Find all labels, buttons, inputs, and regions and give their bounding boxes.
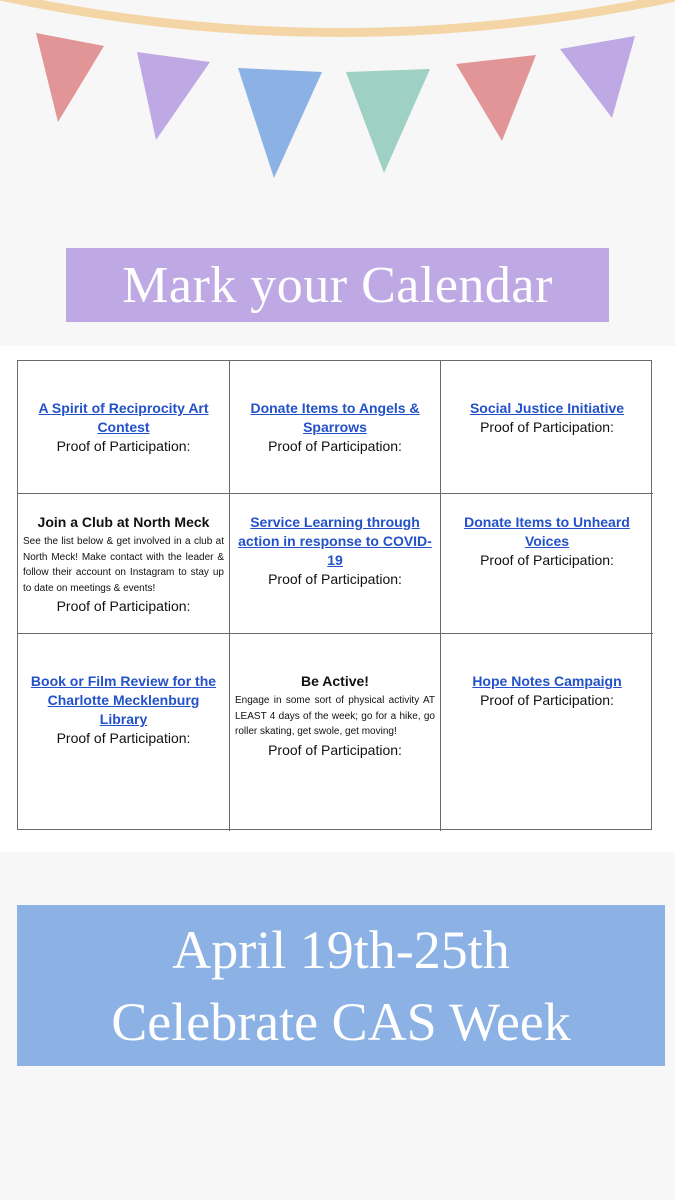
activity-link-angels-sparrows[interactable]: Donate Items to Angels & Sparrows bbox=[250, 400, 420, 435]
pennant-2 bbox=[137, 52, 210, 140]
activity-link-book-film-review[interactable]: Book or Film Review for the Charlotte Mecklenburg Library bbox=[30, 673, 217, 727]
pennant-6 bbox=[560, 36, 635, 118]
activity-link-hope-notes[interactable]: Hope Notes Campaign bbox=[472, 673, 622, 689]
proof-label: Proof of Participation: bbox=[56, 730, 191, 746]
mark-your-calendar-banner bbox=[66, 248, 609, 322]
proof-label: Proof of Participation: bbox=[56, 438, 191, 454]
bunting-string bbox=[0, 0, 675, 33]
cas-week-dates: April 19th-25th bbox=[172, 919, 510, 980]
proof-label: Proof of Participation: bbox=[480, 552, 614, 568]
activity-cell-service-learning bbox=[230, 494, 441, 634]
proof-label: Proof of Participation: bbox=[268, 438, 402, 454]
proof-label: Proof of Participation: bbox=[56, 598, 191, 614]
activity-cell-angels-sparrows bbox=[230, 361, 441, 494]
activity-link-unheard-voices[interactable]: Donate Items to Unheard Voices bbox=[464, 514, 630, 549]
pennant-1 bbox=[36, 33, 104, 122]
activity-description-be-active: Engage in some sort of physical activity AT LEAST 4 days of the week; go for a hike, go roller skating, get swole, get moving! bbox=[235, 695, 435, 737]
activity-description-join-club: See the list below & get involved in a club at North Meck! Make contact with the leader & follow their account on Instagram to stay up to date on meetings & events! bbox=[23, 536, 224, 594]
activity-cell-book-film-review bbox=[18, 634, 230, 831]
activity-heading-join-club: Join a Club at North Meck bbox=[37, 514, 210, 530]
banner-title: Mark your Calendar bbox=[122, 256, 553, 314]
activity-cell-be-active bbox=[230, 634, 441, 831]
pennant-5 bbox=[456, 55, 536, 141]
activity-link-art-contest[interactable]: A Spirit of Reciprocity Art Contest bbox=[38, 400, 209, 435]
pennant-4 bbox=[346, 69, 430, 173]
cas-week-title: Celebrate CAS Week bbox=[111, 991, 571, 1052]
proof-label: Proof of Participation: bbox=[480, 419, 614, 435]
activity-cell-hope-notes bbox=[441, 634, 653, 831]
activity-heading-be-active: Be Active! bbox=[301, 673, 369, 689]
proof-label: Proof of Participation: bbox=[480, 692, 614, 708]
activity-link-service-learning[interactable]: Service Learning through action in response to COVID-19 bbox=[238, 514, 432, 568]
proof-label: Proof of Participation: bbox=[268, 741, 402, 758]
pennant-3 bbox=[238, 68, 322, 178]
pennant-bunting bbox=[0, 0, 675, 200]
activity-cell-unheard-voices bbox=[441, 494, 653, 634]
activity-cell-join-club bbox=[18, 494, 230, 634]
cas-activity-grid bbox=[17, 360, 652, 830]
proof-label: Proof of Participation: bbox=[268, 571, 402, 587]
cas-week-date-banner bbox=[17, 905, 665, 1066]
activity-cell-art-contest bbox=[18, 361, 230, 494]
activity-link-social-justice[interactable]: Social Justice Initiative bbox=[469, 400, 625, 416]
activity-cell-social-justice bbox=[441, 361, 653, 494]
